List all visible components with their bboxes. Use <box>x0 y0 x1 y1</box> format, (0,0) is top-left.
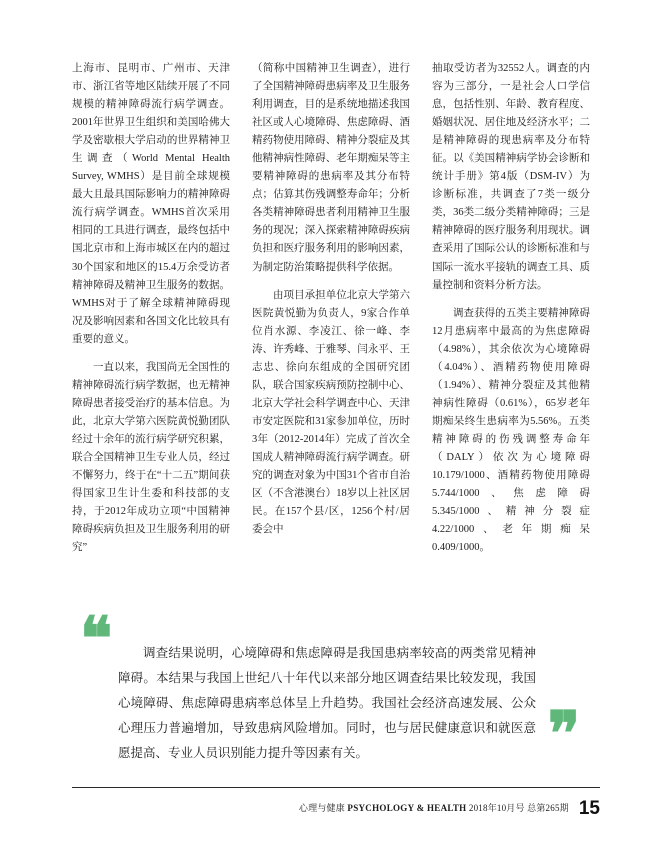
paragraph: 一直以来，我国尚无全国性的精神障碍流行病学数据，也无精神障碍患者接受治疗的基本信息。为此，北京大学第六医院黄悦勤团队经过十余年的流行病学研究积累，联合全国精神卫生专业人员，经过不懈努力，终于在“十二五”期间获得国家卫生计生委和科技部的支持，于2012年成功立项“中国精神障碍疾病负担及卫生服务利用的研究” <box>72 361 230 554</box>
paragraph: 抽取受访者为32552人。调查的内容为三部分，一是社会人口学信息，包括性别、年龄、教育程度、婚姻状况、居住地及经济水平；二是精神障碍的现患病率及分布特征。以《美国精神病学协会诊断和统计手册》第4版（DSM-IV）为诊断标准，共调查了7类一级分类，36类二级分类精神障碍；三是精神障碍的医疗服务利用现状。调查采用了国际公认的诊断标准和与国际一流水平接轨的调查工具、质量控制和资料分析方法。 <box>432 63 590 291</box>
pull-quote <box>72 604 590 770</box>
page-number: 15 <box>578 798 600 819</box>
paragraph: 上海市、昆明市、广州市、天津市、浙江省等地区陆续开展了不同规模的精神障碍流行病学调查。2001年世界卫生组织和美国哈佛大学及密歇根大学启动的世界精神卫生调查（World Mental Health Survey, WMHS）是目前全球规模最大且最具国际影响力的精神障碍流行病学调查。WMHS首次采用相同的工具进行调查，最终包括中国北京市和上海市城区在内的超过30个国家和地区的15.4万余受访者精神障碍及精神卫生服务的数据。WMHS对于了解全球精神障碍现况及影响因素和各国文化比较具有重要的意义。 <box>72 63 230 345</box>
article-column-3 <box>432 60 590 557</box>
pull-quote-text: 调查结果说明，心境障碍和焦虑障碍是我国患病率较高的两类常见精神障碍。本结果与我国上世纪八十年代以来部分地区调查结果比较发现，我国心境障碍、焦虑障碍患病率总体呈上升趋势。我国社会经济高速发展、公众心理压力普遍增加，导致患病风险增加。同时，也与居民健康意识和就医意愿提高、专业人员识别能力提升等因素有关。 <box>118 646 536 761</box>
article-columns <box>72 60 590 557</box>
footer-divider <box>72 787 600 788</box>
paragraph: 由项目承担单位北京大学第六医院黄悦勤为负责人，9家合作单位肖水源、李凌江、徐一峰、李涛、许秀峰、于雅琴、闫永平、王志忠、徐向东组成的全国研究团队，联合国家疾病预防控制中心、北京大学社会科学调查中心、天津市安定医院和31家参加单位，历时3年（2012-2014年）完成了首次全国成人精神障碍流行病学调查。研究的调查对象为中国31个省市自治区（不含港澳台）18岁以上社区居民。在157个县/区，1256个村/居委会中 <box>252 289 410 536</box>
footer-magazine-cn: 心理与健康 <box>298 803 345 813</box>
paragraph: （简称中国精神卫生调查），进行了全国精神障碍患病率及卫生服务利用调查，目的是系统地描述我国社区或人心境障碍、焦虑障碍、酒精药物使用障碍、精神分裂症及其他精神病性障碍、老年期痴呆等主要精神障碍的患病率及其分布特点；估算其伤残调整寿命年；分析各类精神障碍患者利用精神卫生服务的现况；深入探索精神障碍疾病负担和医疗服务利用的影响因素，为制定防治策略提供科学依据。 <box>252 63 410 273</box>
paragraph: 调查获得的五类主要精神障碍12月患病率中最高的为焦虑障碍（4.98%），其余依次为心境障碍（4.04%）、酒精药物使用障碍（1.94%）、精神分裂症及其他精神病性障碍（0.61%），65岁老年期痴呆终生患病率为5.56%。五类精神障碍的伤残调整寿命年（DALY）依次为心境障碍10.179/1000、酒精药物使用障碍5.744/1000、焦虑障碍5.345/1000、精神分裂症4.22/1000、老年期痴呆0.409/1000。 <box>432 307 590 554</box>
quote-open-icon: ❝ <box>80 604 113 675</box>
quote-close-icon: ❞ <box>547 699 580 770</box>
page-footer <box>72 799 600 818</box>
article-column-1 <box>72 60 230 557</box>
footer-issue: 2018年10月号 总第265期 <box>468 803 569 813</box>
article-column-2 <box>252 60 410 539</box>
footer-magazine-info <box>299 801 569 818</box>
footer-magazine-en: PSYCHOLOGY & HEALTH <box>347 803 467 813</box>
